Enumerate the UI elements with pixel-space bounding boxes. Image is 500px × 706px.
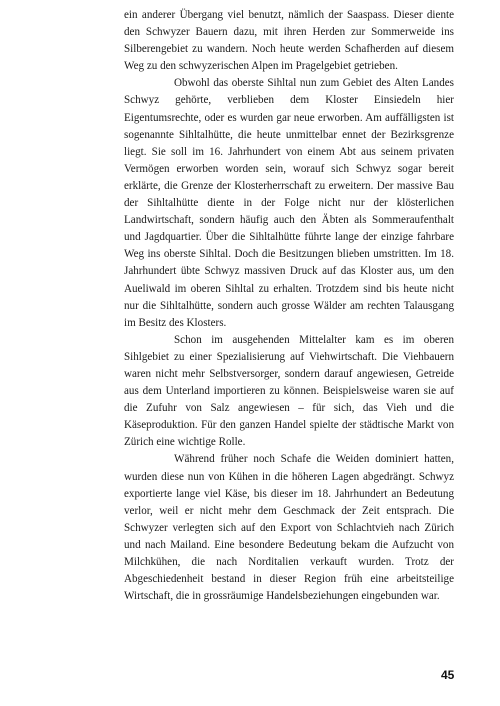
body-text xyxy=(124,7,454,605)
paragraph-3: Schon im ausgehenden Mittelalter kam es im oberen Sihlgebiet zu einer Spezialisierung auf Viehwirtschaft. Die Viehbauern waren nicht mehr Selbstversorger, sondern darauf angewiesen, Getreide aus dem Unterland importieren zu können. Beispielsweise waren sie auf die Zufuhr von Salz angewiesen – für sich, das Vieh und die Käseproduktion. Für den ganzen Handel spielte der städtische Markt von Zürich eine wichtige Rolle. xyxy=(124,333,454,449)
paragraph-1: ein anderer Übergang viel benutzt, nämlich der Saaspass. Dieser diente den Schwyzer Bauern dazu, mit ihren Herden zur Sommerweide ins Silberengebiet zu wandern. Noch heute werden Schafherden auf diesem Weg zu den schwyzerischen Alpen im Pragelgebiet getrieben. xyxy=(124,9,454,73)
paragraph-2: Obwohl das oberste Sihltal nun zum Gebiet des Alten Landes Schwyz gehörte, verblieben dem Kloster Einsiedeln hier Eigentumsrechte, oder es wurden gar neue erworben. Am auffälligsten ist sogenannte Sihltalhütte, die heute unmittelbar ennet der Bezirksgrenze liegt. Sie soll im 16. Jahrhundert von einem Abt aus seinem privaten Vermögen erworben worden sein, worauf sich Schwyz sogar bereit erklärte, die Grenze der Klosterherrschaft zu erweitern. Der massive Bau der Sihltalhütte diente in der Folge nicht nur der klösterlichen Landwirtschaft, sondern häufig auch den Äbten als Sommeraufenthalt und Jagdquartier. Über die Sihltalhütte führte lange der einzige fahrbare Weg ins oberste Sihltal. Doch die Besitzungen blieben umstritten. Im 18. Jahrhundert übte Schwyz massiven Druck auf das Kloster aus, um den Aueliwald im oberen Sihltal zu erhalten. Trotzdem sind bis heute nicht nur die Sihltalhütte, sondern auch grosse Wälder am rechten Talausgang im Besitz des Klosters. xyxy=(124,77,454,329)
paragraph-4: Während früher noch Schafe die Weiden dominiert hatten, wurden diese nun von Kühen in die höheren Lagen abgedrängt. Schwyz exportierte lange viel Käse, bis dieser im 18. Jahrhundert an Bedeutung verlor, weil er nicht mehr dem Geschmack der Zeit entsprach. Die Schwyzer verlegten sich auf den Export von Schlachtvieh nach Zürich und nach Mailand. Eine besondere Bedeutung bekam die Aufzucht von Milchkühen, die nach Norditalien verkauft wurden. Trotz der Abgeschiedenheit bestand in dieser Region früh eine arbeitsteilige Wirtschaft, die in grossräumige Handelsbeziehungen eingebunden war. xyxy=(124,453,454,603)
page-number: 45 xyxy=(441,668,455,682)
